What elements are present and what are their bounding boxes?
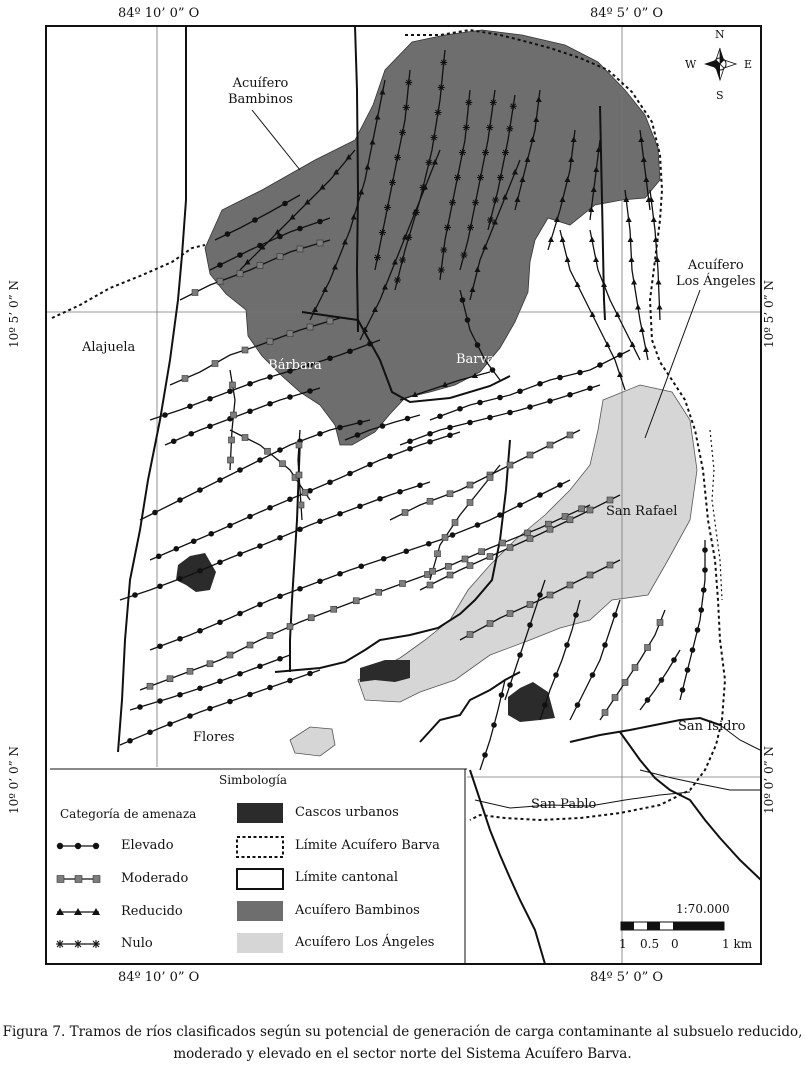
legend-limite-cantonal: Límite cantonal bbox=[295, 870, 399, 885]
legend-bambinos-swatch bbox=[237, 901, 283, 921]
coord-right-upper: 10º 5’ 0” N bbox=[762, 279, 777, 349]
compass-e: E bbox=[744, 58, 753, 71]
compass-w: W bbox=[685, 58, 697, 71]
scale-tick-1km: 1 km bbox=[722, 937, 753, 951]
label-san-isidro: San Isidro bbox=[678, 719, 746, 734]
legend-elevado-symbol bbox=[57, 843, 99, 849]
coord-top-right: 84º 5’ 0” O bbox=[590, 6, 664, 21]
legend-nulo-symbol bbox=[56, 940, 100, 948]
legend-categoria: Categoría de amenaza bbox=[60, 807, 197, 821]
legend-barva-limit-swatch bbox=[237, 837, 283, 857]
legend-reducido-symbol bbox=[56, 908, 100, 915]
scale-tick-05: 0.5 bbox=[640, 937, 660, 951]
label-flores: Flores bbox=[193, 730, 235, 745]
legend-bambinos: Acuífero Bambinos bbox=[295, 903, 420, 918]
legend-nulo: Nulo bbox=[121, 936, 153, 951]
legend-limite-barva: Límite Acuífero Barva bbox=[295, 838, 440, 853]
label-barva: Barva bbox=[456, 352, 495, 367]
scale-tick-0: 0 bbox=[671, 937, 679, 951]
label-santa-barbara: Santa Bárbara bbox=[226, 358, 322, 373]
label-san-rafael: San Rafael bbox=[606, 504, 678, 519]
coord-top-left: 84º 10’ 0” O bbox=[118, 6, 200, 21]
coord-left-lower: 10º 0’ 0” N bbox=[7, 745, 22, 815]
legend-urban-swatch bbox=[237, 803, 283, 823]
legend-reducido: Reducido bbox=[121, 904, 183, 919]
legend-moderado: Moderado bbox=[121, 871, 189, 886]
legend-moderado-symbol bbox=[57, 876, 100, 883]
legend-cantonal-swatch bbox=[237, 869, 283, 889]
coord-right-lower: 10º 0’ 0” N bbox=[762, 745, 777, 815]
legend-elevado: Elevado bbox=[121, 838, 174, 853]
coord-left-upper: 10º 5’ 0” N bbox=[7, 279, 22, 349]
legend-los-angeles: Acuífero Los Ángeles bbox=[295, 935, 435, 950]
label-san-pablo: San Pablo bbox=[531, 797, 597, 812]
coord-bottom-left: 84º 10’ 0” O bbox=[118, 970, 200, 985]
figure-caption: Figura 7. Tramos de ríos clasificados según su potencial de generación de carga contaminante al subsuelo reducido, moderado y elevado en el sector norte del Sistema Acuífero Barva. bbox=[2, 1024, 803, 1062]
legend-los-angeles-swatch bbox=[237, 933, 283, 953]
compass-n: N bbox=[715, 28, 725, 41]
label-acuifero-los-angeles: Acuífero Los Ángeles bbox=[676, 258, 756, 289]
legend-simbologia: Simbología bbox=[219, 773, 288, 787]
scale-bar bbox=[620, 920, 730, 934]
scale-tick-1: 1 bbox=[619, 937, 627, 951]
label-acuifero-bambinos: Acuífero Bambinos bbox=[228, 76, 293, 107]
scale-ratio: 1:70.000 bbox=[676, 902, 730, 916]
label-alajuela: Alajuela bbox=[82, 340, 136, 355]
coord-bottom-right: 84º 5’ 0” O bbox=[590, 970, 664, 985]
legend-cascos-urbanos: Cascos urbanos bbox=[295, 805, 399, 820]
compass-s: S bbox=[716, 89, 724, 102]
legend bbox=[47, 767, 467, 963]
